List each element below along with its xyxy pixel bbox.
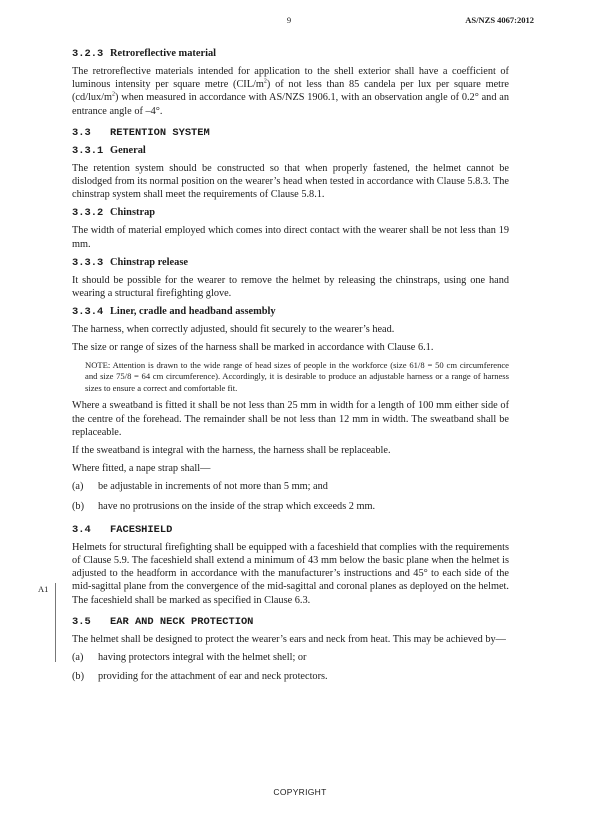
copyright-footer: COPYRIGHT [273,787,327,797]
list-label: (b) [72,500,85,512]
superscript: 2 [112,91,116,98]
paragraph-retroreflective [72,65,509,118]
superscript: 2 [263,78,267,85]
text-part: ) of not less than 85 candela per lux per square metre (cd/lux/m [72,79,510,104]
list-text: be adjustable in increments of not more than 5 mm; and [98,481,328,493]
clause-title: FACESHIELD [110,523,173,536]
clause-number: 3.3.4 [72,306,104,319]
list-text: having protectors integral with the helmet shell; or [98,652,307,664]
list-text: have no protrusions on the inside of the strap which exceeds 2 mm. [98,500,376,512]
paragraph-sweatband-integral: If the sweatband is integral with the harness, the harness shall be replaceable. [72,445,391,457]
amendment-marker: A1 [38,584,49,594]
heading-3-3-1 [72,144,509,158]
paragraph-harness-fit: The harness, when correctly adjusted, should fit securely to the wearer’s head. [72,324,395,336]
list-text: providing for the attachment of ear and neck protectors. [98,671,328,683]
paragraph-harness-size: The size or range of sizes of the harness shall be marked in accordance with Clause 6.1. [72,342,434,354]
clause-number: 3.5 [72,615,91,628]
heading-3-2-3 [72,47,509,61]
clause-title: Liner, cradle and headband assembly [110,306,276,318]
paragraph-sweatband: Where a sweatband is fitted it shall be not less than 25 mm in width for a length of 100 mm either side of the centre of the forehead. The remainder shall be not less than 12 mm in width. The sweatband shall be replaceable. [72,400,509,438]
list-item [72,500,509,513]
clause-number: 3.2.3 [72,48,104,60]
paragraph-ear-neck: The helmet shall be designed to protect the wearer’s ears and neck from heat. This may be achieved by— [72,633,506,645]
amendment-bar [55,583,56,662]
paragraph-nape-strap: Where fitted, a nape strap shall— [72,463,211,475]
list-item [72,651,509,664]
standard-reference: AS/NZS 4067:2012 [465,15,534,25]
clause-title: EAR AND NECK PROTECTION [110,615,254,628]
clause-number: 3.3.1 [72,144,104,157]
clause-number: 3.4 [72,523,91,536]
heading-3-3-3 [72,256,509,270]
clause-number: 3.3.3 [72,256,104,269]
text-part: The retroreflective materials intended for application to the shell exterior shall have a coefficient of luminous intensity per square metre (CIL/m [72,66,509,91]
page-number: 9 [286,15,292,25]
list-label: (b) [72,671,85,683]
heading-3-3 [72,126,509,140]
clause-title: Chinstrap [110,207,156,219]
heading-3-3-4 [72,305,509,319]
list-item [72,480,509,493]
list-item [72,670,509,683]
clause-title: General [110,144,146,156]
heading-3-3-2 [72,206,509,220]
paragraph-general: The retention system should be constructed so that when properly fastened, the helmet cannot be dislodged from its normal position on the wearer’s head when tested in accordance with Clause 5.8.3. The chinstrap system shall meet the requirements of Clause 5.8.1. [72,162,509,201]
clause-title: RETENTION SYSTEM [110,126,210,139]
text-part: ) when measured in accordance with AS/NZS 1906.1, with an observation angle of 0.2° and an entrance angle of –4°. [72,92,509,117]
list-label: (a) [72,481,84,493]
paragraph-chinstrap: The width of material employed which comes into direct contact with the wearer shall be not less than 19 mm. [72,225,509,250]
document-body [72,47,509,689]
clause-number: 3.3.2 [72,207,104,220]
paragraph-chinstrap-release: It should be possible for the wearer to remove the helmet by releasing the chinstraps, using one hand wearing a structural firefighting glove. [72,274,509,300]
heading-3-5 [72,615,509,629]
heading-3-4 [72,523,509,537]
clause-number: 3.3 [72,126,91,139]
clause-title: Retroreflective material [110,48,217,59]
list-label: (a) [72,652,84,664]
note: NOTE: Attention is drawn to the wide range of head sizes of people in the workforce (size 61/8 = 50 cm circumference and size 75/8 = 64 cm circumference). Accordingly, it is desirable to produce an adjustable harness or a range of harness sizes to ensure a correct and comfortable fit. [85,359,509,393]
paragraph-faceshield: Helmets for structural firefighting shall be equipped with a faceshield that complies with the requirements of Clause 5.9. The faceshield shall extend a minimum of 43 mm below the basic plane when the helmet is adjusted to the headform in accordance with the manufacturer’s instructions and 45° to each side of the mid-sagittal plane from the convergence of the mid-sagittal and coronal planes as deployed on the helmet. The faceshield shall be marked as specified in Clause 6.3. [72,541,509,606]
clause-title: Chinstrap release [110,256,189,268]
